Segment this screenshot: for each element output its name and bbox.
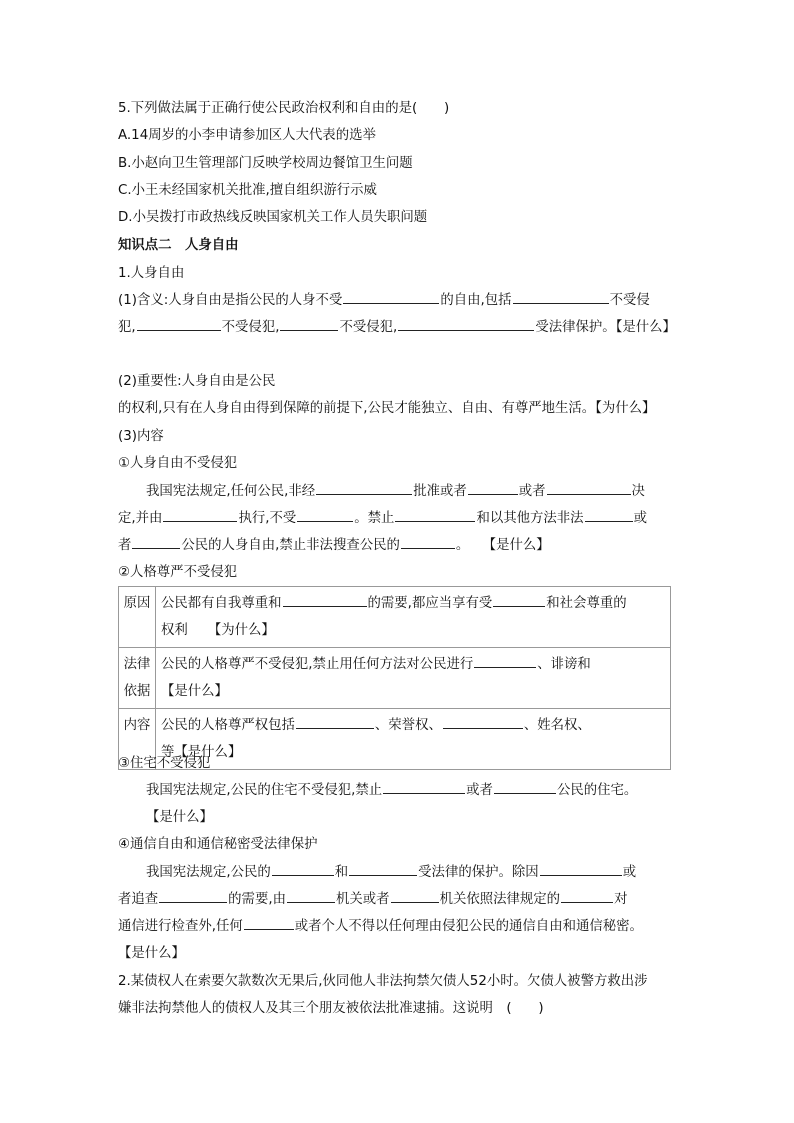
importance-line-2: 的权利,只有在人身自由得到保障的前提下,公民才能独立、自由、有尊严地生活。【为什么】 <box>118 401 656 416</box>
table-row <box>119 648 671 709</box>
blank[interactable] <box>280 317 338 331</box>
blank[interactable] <box>585 508 633 522</box>
importance-line-1: (2)重要性:人身自由是公民 <box>118 374 276 389</box>
text: 机关或者 <box>336 892 390 907</box>
table-row <box>119 587 671 648</box>
text: 对 <box>614 892 628 907</box>
blank[interactable] <box>272 862 334 876</box>
row-head: 原因 <box>119 587 156 648</box>
text: 执行,不受 <box>238 511 297 526</box>
text: 的自由,包括 <box>440 293 512 308</box>
q5-option-b[interactable]: B.小赵向卫生管理部门反映学校周边餐馆卫生问题 <box>118 156 413 171</box>
definition-line-2 <box>118 316 676 335</box>
text: 或者 <box>518 484 546 499</box>
c2-title: ②人格尊严不受侵犯 <box>118 565 238 580</box>
text: 公民的人身自由,禁止非法搜查公民的 <box>181 538 400 553</box>
blank[interactable] <box>316 481 412 495</box>
text: 、姓名权、 <box>523 718 591 733</box>
blank[interactable] <box>395 508 475 522</box>
c4-line-2 <box>118 888 627 907</box>
text: 受法律保护。【是什么】 <box>535 320 676 335</box>
c1-title: ①人身自由不受侵犯 <box>118 456 238 471</box>
text: 和以其他方法非法 <box>476 511 584 526</box>
text: 不受侵犯, <box>339 320 398 335</box>
row-head: 内容 <box>119 709 156 770</box>
blank[interactable] <box>443 715 523 729</box>
blank[interactable] <box>391 889 439 903</box>
blank[interactable] <box>349 862 417 876</box>
blank[interactable] <box>343 290 439 304</box>
c4-line-1 <box>146 861 636 880</box>
text: 、荣誉权、 <box>374 718 442 733</box>
text: 的需要,由 <box>228 892 286 907</box>
blank[interactable] <box>398 317 534 331</box>
text: 或者个人不得以任何理由侵犯公民的通信自由和通信秘密。 <box>294 919 643 934</box>
text: 【是什么】 <box>161 684 228 699</box>
c4-line-3 <box>118 915 643 934</box>
text: 我国宪法规定,公民的住宅不受侵犯,禁止 <box>146 783 383 798</box>
text: 公民都有自我尊重和 <box>161 596 282 611</box>
blank[interactable] <box>296 715 374 729</box>
text: 不受侵 <box>609 293 650 308</box>
text: 的需要,都应当享有受 <box>367 596 493 611</box>
text: 或者 <box>466 783 493 798</box>
text: 批准或者 <box>413 484 467 499</box>
text: 或 <box>633 511 647 526</box>
blank[interactable] <box>493 593 545 607</box>
row-body <box>156 709 671 770</box>
blank[interactable] <box>283 593 367 607</box>
blank[interactable] <box>297 508 353 522</box>
row-body <box>156 648 671 709</box>
c4-tag: 【是什么】 <box>118 946 185 961</box>
definition-line-1 <box>118 289 650 308</box>
q5-option-d[interactable]: D.小吴拨打市政热线反映国家机关工作人员失职问题 <box>118 210 428 225</box>
row-head: 法律依据 <box>119 648 156 709</box>
section-title: 知识点二 人身自由 <box>118 238 239 253</box>
c4-title: ④通信自由和通信秘密受法律保护 <box>118 837 318 852</box>
blank[interactable] <box>137 317 221 331</box>
blank[interactable] <box>540 862 622 876</box>
content-title: (3)内容 <box>118 429 164 444</box>
q5-stem: 5.下列做法属于正确行使公民政治权利和自由的是( ) <box>118 101 450 116</box>
text: 和 <box>334 865 349 880</box>
item1-title: 1.人身自由 <box>118 266 185 281</box>
c1-line-2 <box>118 507 647 526</box>
q5-option-c[interactable]: C.小王未经国家机关批准,擅自组织游行示威 <box>118 183 377 198</box>
text: 公民的人格尊严不受侵犯,禁止用任何方法对公民进行 <box>161 657 474 672</box>
dignity-table <box>118 586 671 770</box>
blank[interactable] <box>513 290 609 304</box>
text: 我国宪法规定,公民的 <box>146 865 271 880</box>
text: 公民的住宅。 <box>556 783 638 798</box>
text: 公民的人格尊严权包括 <box>161 718 295 733</box>
text: 和社会尊重的 <box>546 596 627 611</box>
blank[interactable] <box>494 780 556 794</box>
text: 者追查 <box>118 892 159 907</box>
c1-line-3 <box>118 534 550 553</box>
text: 、诽谤和 <box>537 657 591 672</box>
blank[interactable] <box>561 889 613 903</box>
q2-line-1: 2.某债权人在索要欠款数次无果后,伙同他人非法拘禁欠债人52小时。欠债人被警方救出涉 <box>118 974 648 989</box>
text: 或 <box>622 865 637 880</box>
text: 权利 【为什么】 <box>161 623 275 638</box>
blank[interactable] <box>287 889 335 903</box>
text: 受法律的保护。除因 <box>418 865 539 880</box>
c1-line-1 <box>146 480 645 499</box>
blank[interactable] <box>159 889 227 903</box>
blank[interactable] <box>401 535 455 549</box>
text: 等【是什么】 <box>161 745 242 760</box>
text: 者 <box>118 538 132 553</box>
c3-title: ③住宅不受侵犯 <box>118 756 211 771</box>
text: 。 【是什么】 <box>455 538 550 553</box>
blank[interactable] <box>383 780 465 794</box>
q5-option-a[interactable]: A.14周岁的小李申请参加区人大代表的选举 <box>118 128 376 143</box>
blank[interactable] <box>468 481 518 495</box>
blank[interactable] <box>474 654 536 668</box>
text: 犯, <box>118 320 136 335</box>
text: 不受侵犯, <box>221 320 280 335</box>
q2-line-2: 嫌非法拘禁他人的债权人及其三个朋友被依法批准逮捕。这说明 ( ) <box>118 1001 544 1016</box>
blank[interactable] <box>132 535 180 549</box>
text: 定,并由 <box>118 511 163 526</box>
text: 我国宪法规定,任何公民,非经 <box>146 484 316 499</box>
text: 通信进行检查外,任何 <box>118 919 243 934</box>
row-body <box>156 587 671 648</box>
text: 机关依照法律规定的 <box>439 892 561 907</box>
text: 决 <box>631 484 645 499</box>
blank[interactable] <box>244 916 294 930</box>
blank[interactable] <box>547 481 631 495</box>
text: 。禁止 <box>354 511 395 526</box>
c3-line-1 <box>146 779 637 798</box>
blank[interactable] <box>163 508 237 522</box>
text: (1)含义:人身自由是指公民的人身不受 <box>118 293 343 308</box>
c3-tag: 【是什么】 <box>146 810 213 825</box>
